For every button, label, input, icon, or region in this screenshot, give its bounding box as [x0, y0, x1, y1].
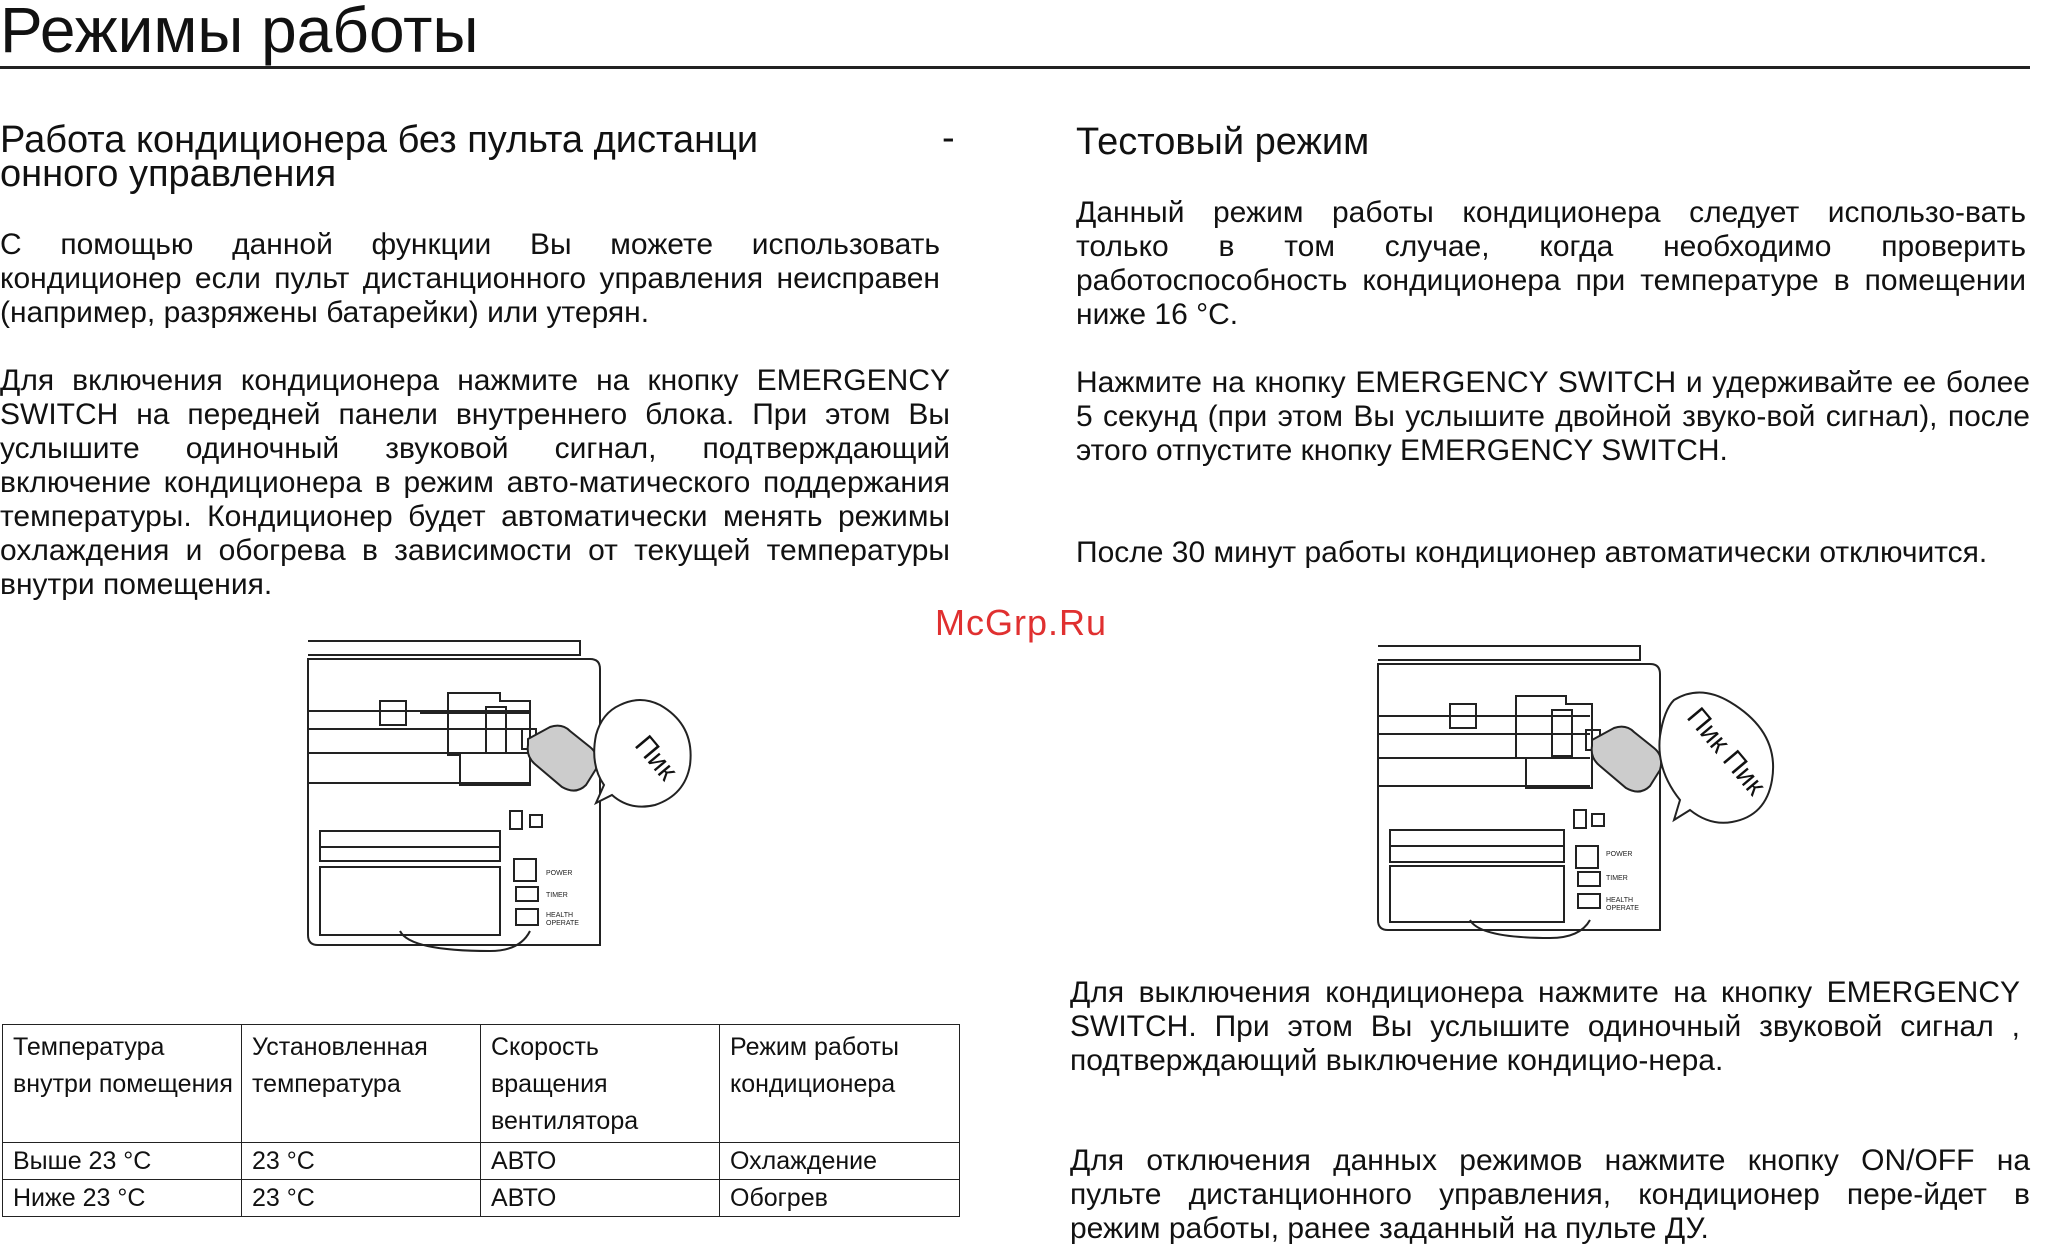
right-paragraph-5: Для отключения данных режимов нажмите кнопку ON/OFF на пульте дистанционного управления, кондиционер пере-йдет в режим работы, ранее заданный на пульте ДУ.	[1070, 1144, 2030, 1245]
left-heading-line2: онного управления	[0, 153, 337, 195]
left-paragraph-1: С помощью данной функции Вы можете использовать кондиционер если пульт дистанционного управления неисправен (например, разряжены батарейки) или утерян.	[0, 228, 940, 329]
table-cell: 23 °С	[242, 1180, 481, 1217]
right-paragraph-4: Для выключения кондиционера нажмите на кнопку EMERGENCY SWITCH. При этом Вы услышите одиночный звуковой сигнал , подтверждающий выключение кондицио-нера.	[1070, 976, 2020, 1077]
bubble-text-right: Пик Пик	[1681, 701, 1772, 801]
svg-text:POWER: POWER	[546, 870, 573, 877]
svg-text:TIMER: TIMER	[1606, 875, 1628, 882]
table-header-cell: Скорость вращения вентилятора	[481, 1025, 720, 1143]
right-paragraph-3: После 30 минут работы кондиционер автоматически отключится.	[1076, 536, 1988, 569]
table-header-cell: Установленная температура	[242, 1025, 481, 1143]
svg-text:OPERATE: OPERATE	[546, 920, 579, 927]
page-title: Режимы работы	[0, 0, 479, 66]
table-row	[3, 1180, 960, 1217]
right-paragraph-2: Нажмите на кнопку EMERGENCY SWITCH и удерживайте ее более 5 секунд (при этом Вы услышите двойной звуко-вой сигнал), после этого отпустите кнопку EMERGENCY SWITCH.	[1076, 366, 2030, 467]
svg-text:POWER: POWER	[1606, 851, 1633, 858]
table-cell: Обогрев	[720, 1180, 960, 1217]
table-header-cell: Режим работы кондиционера	[720, 1025, 960, 1143]
table-cell: Ниже 23 °С	[3, 1180, 242, 1217]
table-cell: 23 °С	[242, 1143, 481, 1180]
title-divider	[0, 66, 2030, 69]
left-heading-line1: Работа кондиционера без пульта дистанци	[0, 119, 759, 161]
watermark: McGrp.Ru	[935, 602, 1108, 643]
table-header-cell: Температура внутри помещения	[3, 1025, 242, 1143]
table-cell: Охлаждение	[720, 1143, 960, 1180]
table-header-row	[3, 1025, 960, 1143]
table-row	[3, 1143, 960, 1180]
right-paragraph-1: Данный режим работы кондиционера следует использо-вать только в том случае, когда необходимо проверить работоспособность кондиционера при температуре в помещении ниже 16 °С.	[1076, 196, 2026, 331]
svg-text:OPERATE: OPERATE	[1606, 905, 1639, 912]
left-paragraph-2: Для включения кондиционера нажмите на кнопку EMERGENCY SWITCH на передней панели внутреннего блока. При этом Вы услышите одиночный звуковой сигнал, подтверждающий включение кондиционера в режим авто-матического поддержания температуры. Кондиционер будет автоматически менять режимы охлаждения и обогрева в зависимости от текущей температуры внутри помещения.	[0, 364, 950, 601]
modes-table	[2, 1024, 960, 1217]
indoor-unit-figure-left	[300, 635, 700, 955]
right-heading: Тестовый режим	[1076, 121, 1370, 163]
svg-text:HEALTH: HEALTH	[546, 912, 574, 919]
table-cell: АВТО	[481, 1180, 720, 1217]
table-cell: Выше 23 °С	[3, 1143, 242, 1180]
table-cell: АВТО	[481, 1143, 720, 1180]
svg-text:TIMER: TIMER	[546, 892, 568, 899]
indoor-unit-figure-right	[1370, 640, 1790, 940]
bubble-text-left: Пик	[628, 729, 684, 786]
left-heading-hyphen: -	[942, 117, 955, 159]
svg-text:HEALTH: HEALTH	[1606, 897, 1634, 904]
